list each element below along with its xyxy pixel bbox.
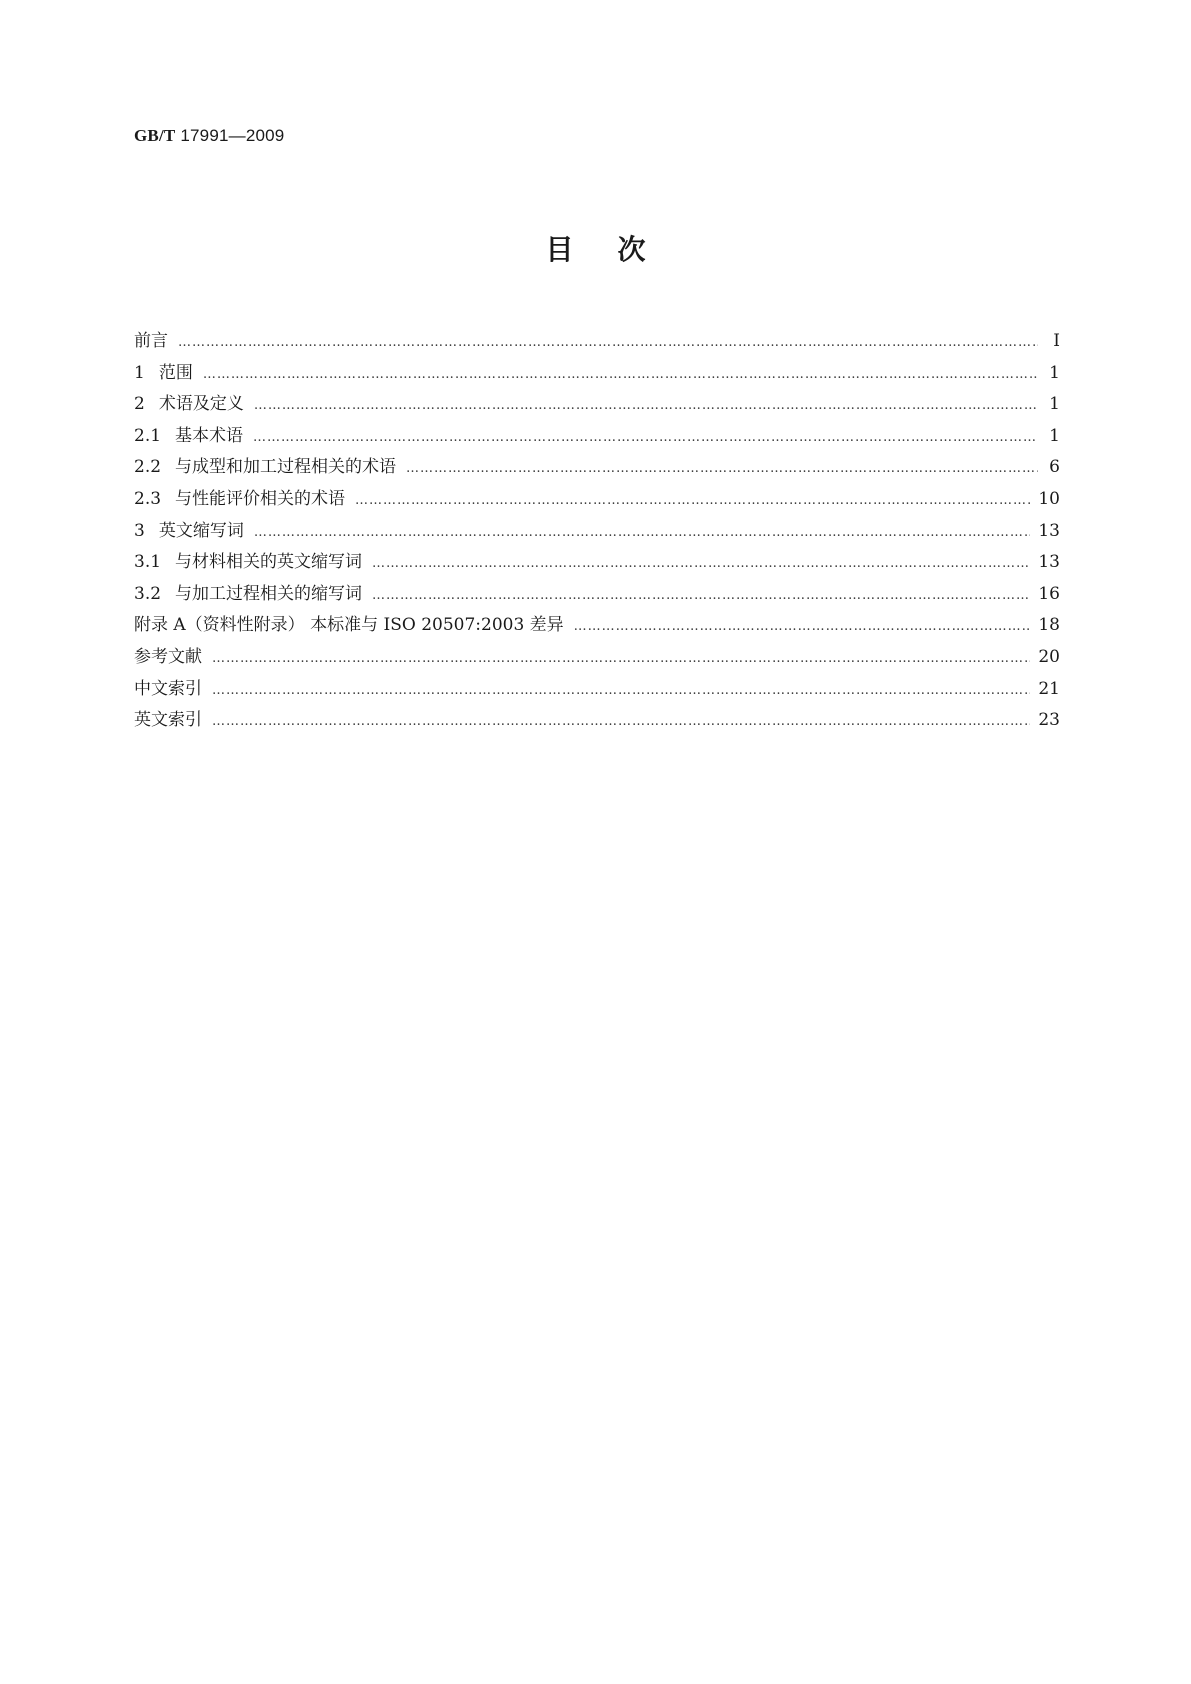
standard-number bbox=[134, 126, 284, 146]
toc-page-number: 6 bbox=[1049, 457, 1060, 478]
toc-entry-terms[interactable] bbox=[134, 389, 1060, 421]
toc-entry-title: 与性能评价相关的术语 bbox=[175, 488, 346, 509]
toc-leader-dots bbox=[253, 430, 1038, 445]
toc-page-number: 21 bbox=[1038, 678, 1060, 699]
toc-entry-label bbox=[134, 452, 396, 477]
toc-entry-title: 术语及定义 bbox=[158, 394, 244, 415]
toc-entry-abbreviations[interactable] bbox=[134, 516, 1060, 548]
toc-entry-process-terms[interactable] bbox=[134, 452, 1060, 484]
toc-leader-dots bbox=[574, 619, 1031, 634]
toc-leader-dots bbox=[254, 398, 1038, 413]
toc-entry-title: 英文索引 bbox=[134, 710, 202, 731]
toc-entry-number: 3 bbox=[134, 520, 145, 541]
toc-leader-dots bbox=[178, 335, 1038, 350]
toc-entry-number: 2.2 bbox=[134, 457, 162, 478]
toc-entry-number: 2 bbox=[134, 394, 145, 415]
toc-page-number: 1 bbox=[1049, 362, 1060, 383]
toc-leader-dots bbox=[212, 714, 1030, 729]
toc-entry-title: 与加工过程相关的缩写词 bbox=[175, 583, 363, 604]
toc-entry-title: 英文缩写词 bbox=[158, 520, 244, 541]
toc-leader-dots bbox=[254, 525, 1031, 540]
toc-entry-title: 基本术语 bbox=[175, 425, 244, 446]
toc-page-number: 20 bbox=[1038, 646, 1060, 667]
toc-entry-label bbox=[134, 389, 244, 414]
toc-page-number: 18 bbox=[1038, 615, 1060, 636]
toc-entry-label bbox=[134, 358, 193, 383]
toc-leader-dots bbox=[212, 683, 1030, 698]
toc-entry-scope[interactable] bbox=[134, 358, 1060, 390]
toc-entry-basic-terms[interactable] bbox=[134, 421, 1060, 453]
toc-entry-label bbox=[134, 516, 244, 541]
toc-leader-dots bbox=[406, 461, 1038, 476]
toc-entry-title: 与成型和加工过程相关的术语 bbox=[175, 457, 397, 478]
toc-entry-number: 2.1 bbox=[134, 425, 162, 446]
toc-entry-number: 1 bbox=[134, 362, 145, 383]
toc-page-number: 13 bbox=[1038, 520, 1060, 541]
toc-entry-title: 参考文献 bbox=[134, 646, 202, 667]
toc-page-number: 23 bbox=[1038, 710, 1060, 731]
toc-entry-title: 中文索引 bbox=[134, 678, 202, 699]
toc-entry-number: 3.1 bbox=[134, 552, 162, 573]
toc-page-number: 1 bbox=[1049, 394, 1060, 415]
toc-page-number: 10 bbox=[1038, 488, 1060, 509]
toc-entry-label bbox=[134, 705, 202, 730]
toc-entry-number: 2.3 bbox=[134, 488, 162, 509]
toc-leader-dots bbox=[212, 651, 1030, 666]
toc-title: 目次 bbox=[545, 233, 690, 266]
toc-entry-label bbox=[134, 547, 362, 572]
toc-page-number: 1 bbox=[1049, 425, 1060, 446]
toc-entry-label bbox=[134, 579, 362, 604]
toc-entry-title: 前言 bbox=[134, 331, 168, 351]
toc-entry-label bbox=[134, 674, 202, 699]
toc-entry-english-index[interactable] bbox=[134, 705, 1060, 737]
toc-page-number: 16 bbox=[1038, 583, 1060, 604]
standard-prefix: GB/T bbox=[134, 126, 176, 145]
toc-entry-label bbox=[134, 642, 202, 667]
toc-page-number: Ⅰ bbox=[1053, 331, 1060, 351]
toc-entry-number: 3.2 bbox=[134, 583, 162, 604]
toc-leader-dots bbox=[372, 556, 1030, 571]
toc-page-number: 13 bbox=[1038, 552, 1060, 573]
toc-leader-dots bbox=[355, 493, 1030, 508]
toc-entry-label bbox=[134, 326, 168, 351]
toc-entry-label bbox=[134, 421, 243, 446]
toc-entry-title: 附录 A（资料性附录） 本标准与 ISO 20507:2003 差异 bbox=[134, 615, 564, 636]
toc-entry-foreword[interactable] bbox=[134, 326, 1060, 358]
standard-code: 17991—2009 bbox=[180, 126, 285, 145]
toc-leader-dots bbox=[372, 588, 1030, 603]
toc-entry-label bbox=[134, 610, 564, 635]
toc-entry-process-abbreviations[interactable] bbox=[134, 579, 1060, 611]
toc-entry-chinese-index[interactable] bbox=[134, 674, 1060, 706]
toc-entry-performance-terms[interactable] bbox=[134, 484, 1060, 516]
toc-entry-references[interactable] bbox=[134, 642, 1060, 674]
table-of-contents bbox=[134, 326, 1060, 737]
toc-entry-title: 范围 bbox=[158, 362, 193, 383]
toc-entry-appendix-a[interactable] bbox=[134, 610, 1060, 642]
toc-entry-title: 与材料相关的英文缩写词 bbox=[175, 552, 363, 573]
toc-entry-label bbox=[134, 484, 345, 509]
toc-entry-material-abbreviations[interactable] bbox=[134, 547, 1060, 579]
toc-leader-dots bbox=[203, 367, 1038, 382]
